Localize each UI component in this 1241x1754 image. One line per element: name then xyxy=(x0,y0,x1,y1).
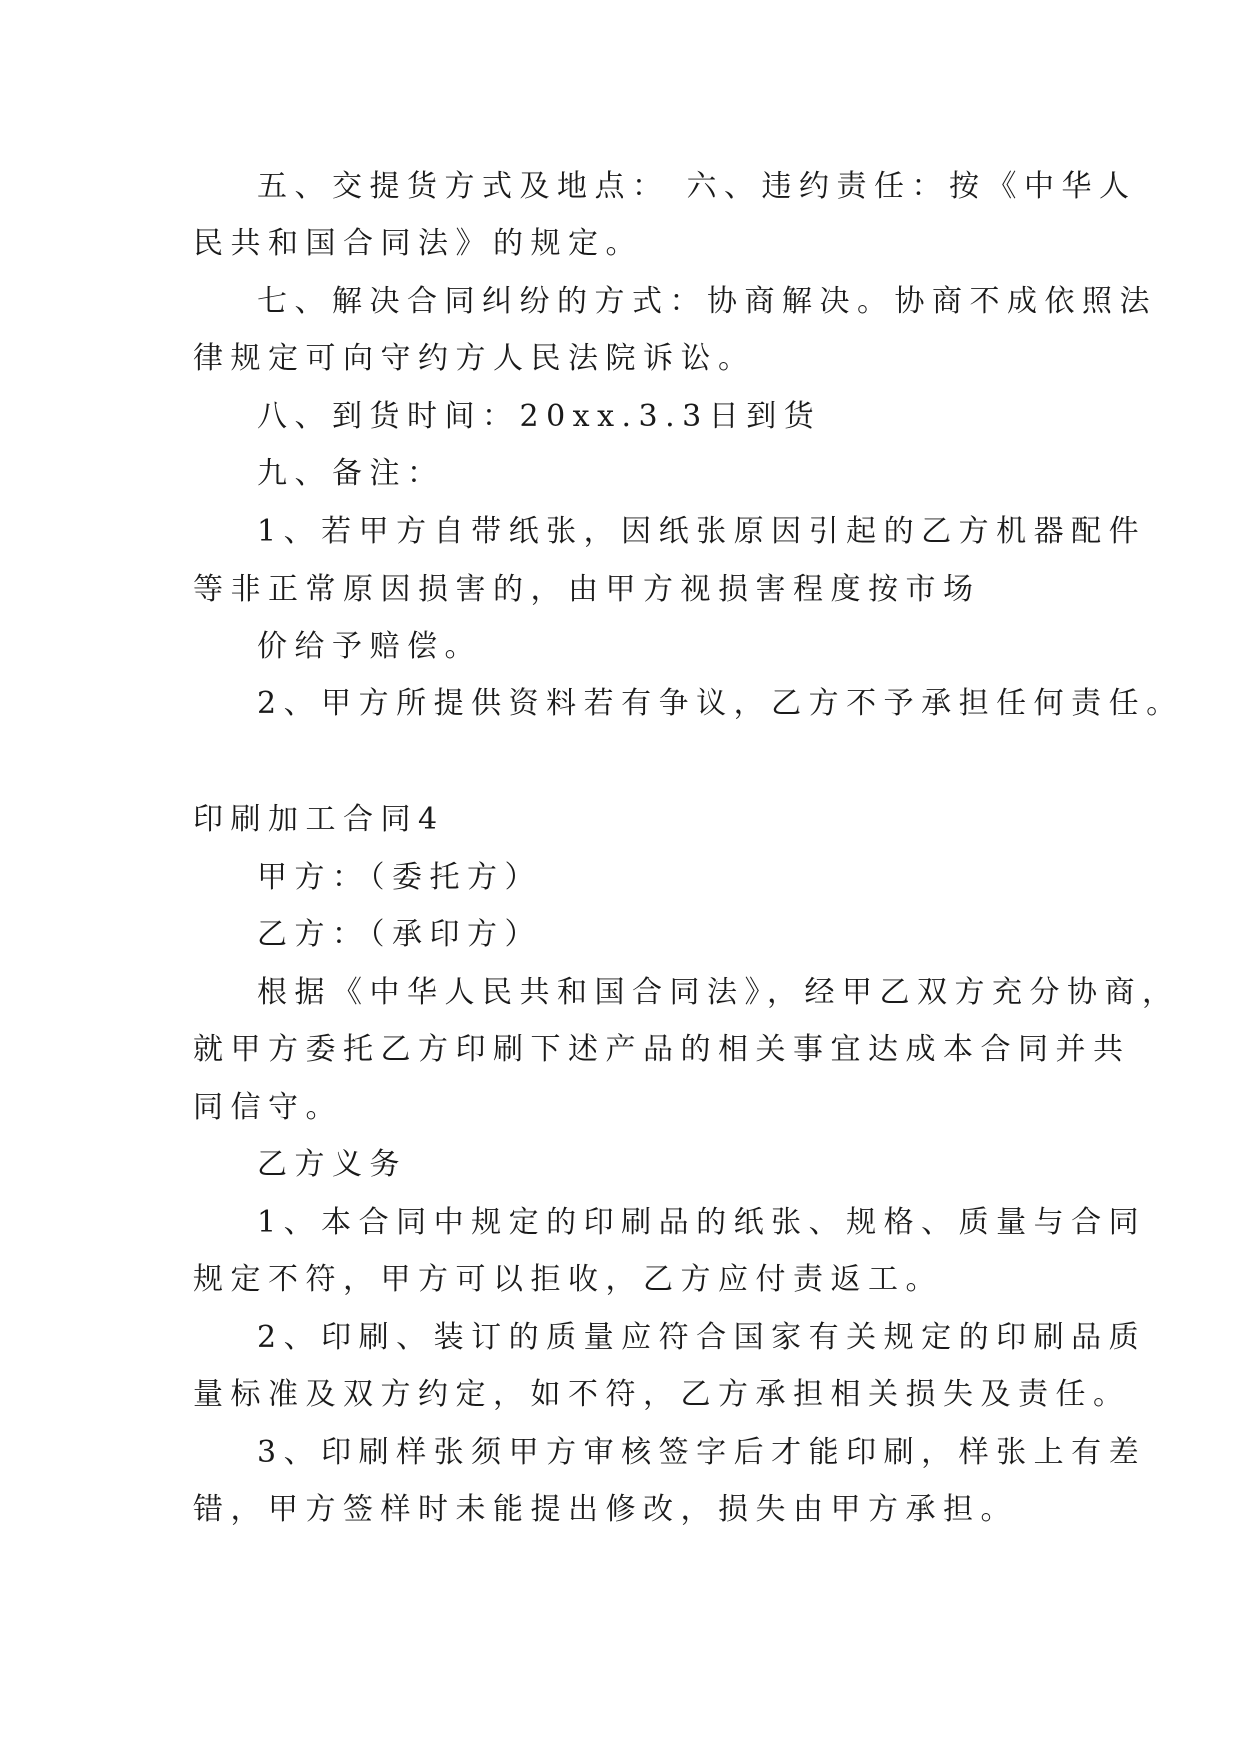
text-line: 五、交提货方式及地点： 六、违约责任：按《中华人 xyxy=(257,169,1137,204)
text-line: 2、印刷、装订的质量应符合国家有关规定的印刷品质 xyxy=(257,1320,1147,1355)
text-line: 就甲方委托乙方印刷下述产品的相关事宜达成本合同并共 xyxy=(193,1032,1131,1067)
section-title: 印刷加工合同4 xyxy=(193,802,445,837)
text-line: 甲方：（委托方） xyxy=(257,860,542,895)
text-line: 九、备注： xyxy=(257,456,445,491)
text-line: 乙方：（承印方） xyxy=(257,917,542,952)
text-line: 律规定可向守约方人民法院诉讼。 xyxy=(193,341,756,376)
text-line: 等非正常原因损害的，由甲方视损害程度按市场 xyxy=(193,572,981,607)
text-line: 规定不符，甲方可以拒收，乙方应付责返工。 xyxy=(193,1262,943,1297)
text-line: 1、本合同中规定的印刷品的纸张、规格、质量与合同 xyxy=(257,1205,1147,1240)
text-line: 七、解决合同纠纷的方式：协商解决。协商不成依照法 xyxy=(257,284,1157,319)
text-line: 根据《中华人民共和国合同法》，经甲乙双方充分协商， xyxy=(257,975,1180,1010)
text-line: 错，甲方签样时未能提出修改，损失由甲方承担。 xyxy=(193,1492,1018,1527)
text-line: 3、印刷样张须甲方审核签字后才能印刷，样张上有差 xyxy=(257,1435,1147,1470)
text-line: 乙方义务 xyxy=(257,1147,407,1182)
text-line: 2、甲方所提供资料若有争议，乙方不予承担任何责任。 xyxy=(257,686,1184,721)
text-line: 1、若甲方自带纸张，因纸张原因引起的乙方机器配件 xyxy=(257,514,1147,549)
text-line: 民共和国合同法》的规定。 xyxy=(193,226,643,261)
text-line: 价给予赔偿。 xyxy=(257,629,482,664)
text-line: 八、到货时间：20xx.3.3日到货 xyxy=(257,399,822,434)
text-line: 量标准及双方约定，如不符，乙方承担相关损失及责任。 xyxy=(193,1377,1131,1412)
text-line: 同信守。 xyxy=(193,1090,343,1125)
